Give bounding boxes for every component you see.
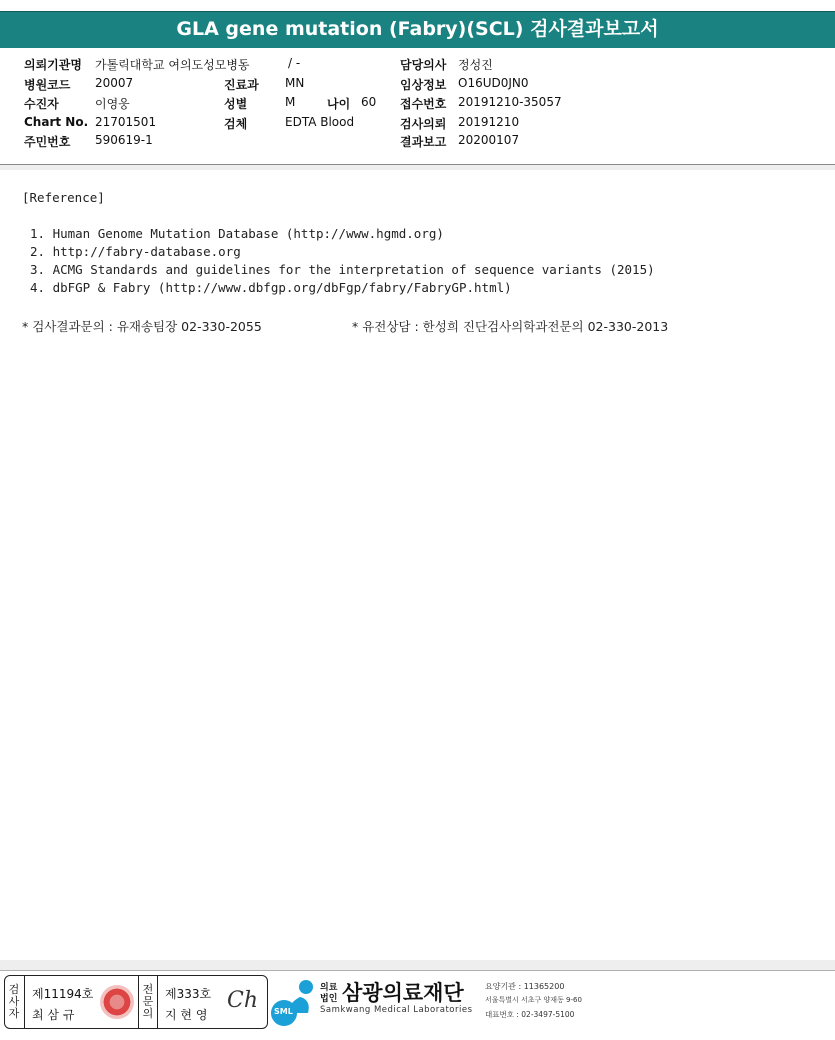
department-label: 진료과 xyxy=(224,78,259,92)
tester-license-no: 제11194호 xyxy=(32,987,94,1001)
reference-heading: [Reference] xyxy=(22,190,105,205)
sex-value: M xyxy=(285,95,296,109)
id-number-value: 590619-1 xyxy=(95,133,153,147)
requester-value: 가톨릭대학교 여의도성모병동 xyxy=(95,58,250,72)
report-title: GLA gene mutation (Fabry)(SCL) 검사결과보고서 xyxy=(176,18,659,40)
specialist-name: 지 현 영 xyxy=(165,1008,208,1022)
logo-mark-icon xyxy=(270,977,318,1027)
header-gray-band xyxy=(0,165,835,170)
specimen-label: 검체 xyxy=(224,117,248,131)
logo-name-kr: 삼광의료재단 xyxy=(342,981,464,1005)
logo-org-type-1: 의료 xyxy=(320,983,338,993)
logo-phone-line: 대표번호 : 02-3497-5100 xyxy=(485,1010,575,1019)
age-value: 60 xyxy=(361,95,377,109)
hospital-code-label: 병원코드 xyxy=(24,78,71,92)
chart-no-label: Chart No. xyxy=(24,115,89,129)
doctor-value: 정성진 xyxy=(458,58,493,72)
logo-name-en: Samkwang Medical Laboratories xyxy=(320,1005,473,1015)
recipient-value: 이영웅 xyxy=(95,97,130,111)
receipt-number-value: 20191210-35057 xyxy=(458,95,562,109)
handwritten-signature: Ch xyxy=(227,988,259,1013)
reference-item: 2. http://fabry-database.org xyxy=(30,244,241,259)
report-date-label: 결과보고 xyxy=(400,135,447,149)
sex-label: 성별 xyxy=(224,97,248,111)
reference-item: 1. Human Genome Mutation Database (http://www.hgmd.org) xyxy=(30,226,444,241)
requester-label: 의뢰기관명 xyxy=(24,58,82,72)
ward-value: / - xyxy=(288,56,301,70)
department-value: MN xyxy=(285,76,305,90)
logo-address-line: 서울특별시 서초구 양재동 9-60 xyxy=(485,996,582,1004)
specialist-label: 전문의 xyxy=(142,983,154,1020)
title-bar xyxy=(0,0,835,47)
footer-gray-band xyxy=(0,960,835,971)
tester-label: 검사자 xyxy=(8,983,20,1020)
id-number-label: 주민번호 xyxy=(24,135,71,149)
report-date-value: 20200107 xyxy=(458,133,520,147)
chart-no-value: 21701501 xyxy=(95,115,157,129)
inquiry-contact: * 검사결과문의 : 유재송팀장 02-330-2055 xyxy=(22,319,262,334)
clinical-info-value: O16UD0JN0 xyxy=(458,76,529,90)
doctor-label: 담당의사 xyxy=(400,58,447,72)
request-date-value: 20191210 xyxy=(458,115,520,129)
clinical-info-label: 임상정보 xyxy=(400,78,447,92)
request-date-label: 검사의뢰 xyxy=(400,117,447,131)
specimen-value: EDTA Blood xyxy=(285,115,355,129)
signature-box xyxy=(4,975,268,1029)
specialist-license-no: 제333호 xyxy=(165,987,212,1001)
recipient-label: 수진자 xyxy=(24,97,59,111)
reference-item: 4. dbFGP & Fabry (http://www.dbfgp.org/dbFgp/fabry/FabryGP.html) xyxy=(30,280,512,295)
logo-org-type-2: 법인 xyxy=(320,994,338,1004)
counseling-contact: * 유전상담 : 한성희 진단검사의학과전문의 02-330-2013 xyxy=(352,319,669,334)
reference-item: 3. ACMG Standards and guidelines for the interpretation of sequence variants (2015) xyxy=(30,262,655,277)
stamp-seal-icon xyxy=(100,985,134,1019)
logo-badge: SML xyxy=(274,1007,293,1016)
hospital-code-value: 20007 xyxy=(95,76,134,90)
logo-code-line: 요양기관 : 11365200 xyxy=(485,982,565,991)
receipt-number-label: 접수번호 xyxy=(400,97,447,111)
age-label: 나이 xyxy=(327,97,351,111)
tester-name: 최 삼 규 xyxy=(32,1008,75,1022)
